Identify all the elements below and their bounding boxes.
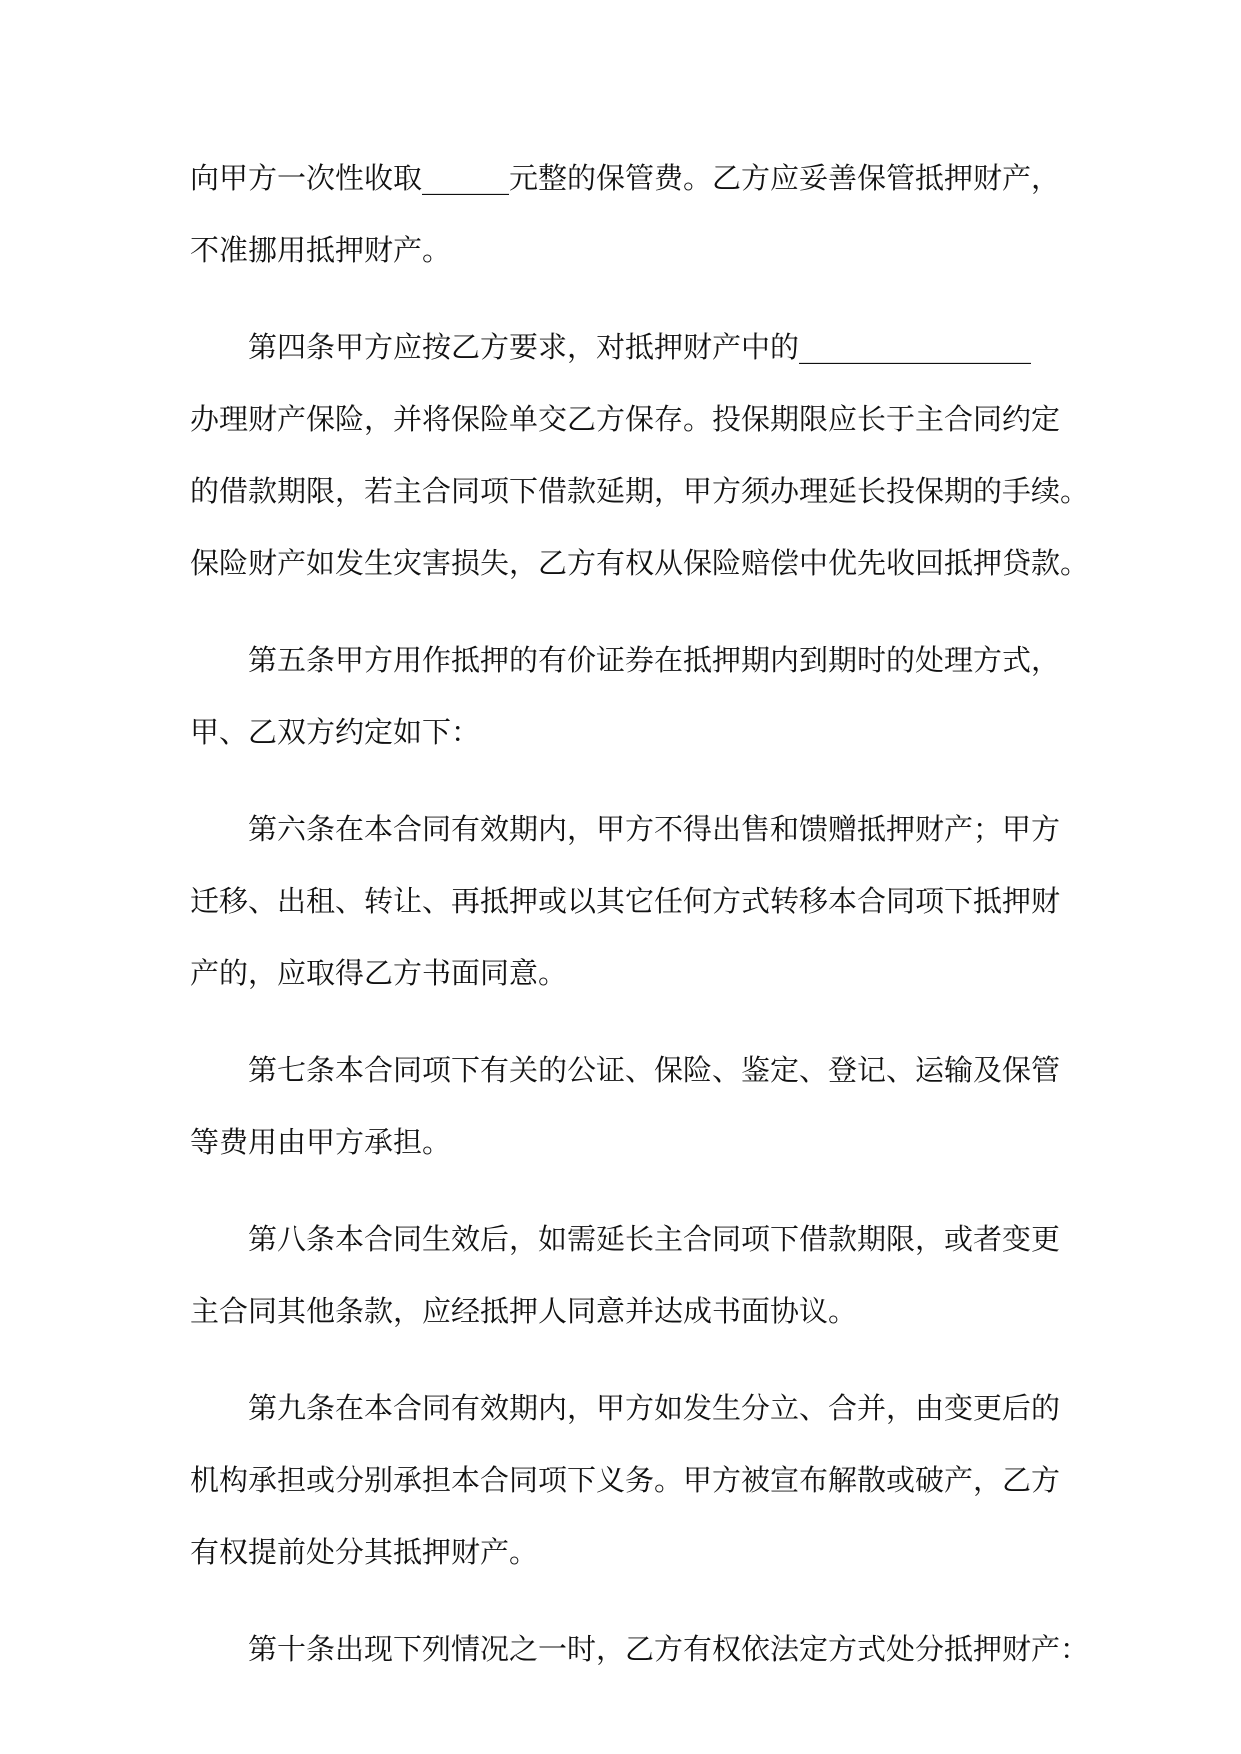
text-line: 甲、乙双方约定如下：: [190, 715, 481, 749]
text-line: 不准挪用抵押财产。: [190, 233, 452, 267]
text-line: 第九条在本合同有效期内，甲方如发生分立、合并，由变更后的: [248, 1391, 1061, 1425]
text-line: 的借款期限，若主合同项下借款延期，甲方须办理延长投保期的手续。: [190, 474, 1090, 508]
paragraph-article-5: [190, 624, 1061, 768]
paragraph-article-9: [190, 1372, 1061, 1588]
paragraph-article-6: [190, 793, 1061, 1009]
text-line: 第五条甲方用作抵押的有价证券在抵押期内到期时的处理方式，: [248, 643, 1061, 677]
paragraph-article-4: [190, 311, 1090, 599]
text-line: 第六条在本合同有效期内，甲方不得出售和馈赠抵押财产；甲方: [248, 812, 1061, 846]
text-line: 有权提前处分其抵押财产。: [190, 1535, 539, 1569]
document-body: [190, 142, 1090, 1710]
text-line: 等费用由甲方承担。: [190, 1125, 452, 1159]
text-line: 机构承担或分别承担本合同项下义务。甲方被宣布解散或破产，乙方: [190, 1463, 1061, 1497]
text-line: 产的，应取得乙方书面同意。: [190, 956, 568, 990]
text-line: 第四条甲方应按乙方要求，对抵押财产中的________________: [248, 330, 1032, 364]
text-line: 保险财产如发生灾害损失，乙方有权从保险赔偿中优先收回抵押贷款。: [190, 546, 1090, 580]
paragraph-article-7: [190, 1034, 1061, 1178]
text-line: 迁移、出租、转让、再抵押或以其它任何方式转移本合同项下抵押财: [190, 884, 1061, 918]
text-line: 办理财产保险，并将保险单交乙方保存。投保期限应长于主合同约定: [190, 402, 1061, 436]
paragraph-article-8: [190, 1203, 1061, 1347]
paragraph-article-10: [190, 1613, 1090, 1685]
text-line: 向甲方一次性收取______元整的保管费。乙方应妥善保管抵押财产，: [190, 161, 1061, 195]
text-line: 第十条出现下列情况之一时，乙方有权依法定方式处分抵押财产：: [248, 1632, 1090, 1666]
text-line: 主合同其他条款，应经抵押人同意并达成书面协议。: [190, 1294, 858, 1328]
text-line: 第八条本合同生效后，如需延长主合同项下借款期限，或者变更: [248, 1222, 1061, 1256]
paragraph-storage-fee: [190, 142, 1061, 286]
text-line: 第七条本合同项下有关的公证、保险、鉴定、登记、运输及保管: [248, 1053, 1061, 1087]
